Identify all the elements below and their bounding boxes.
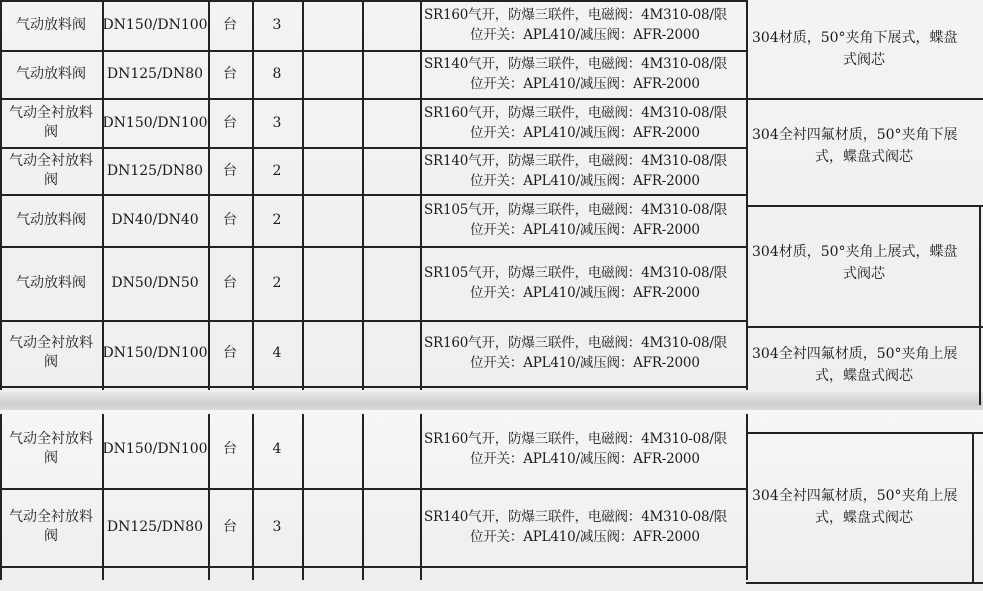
row-divider xyxy=(0,386,746,388)
quantity-value: 3 xyxy=(272,17,282,33)
note-line-1: 304全衬四氟材质，50°夹角上展 xyxy=(752,346,958,362)
col-divider xyxy=(302,414,304,580)
name-cell xyxy=(0,488,102,566)
config-cell xyxy=(424,320,744,386)
qty-cell xyxy=(252,410,302,488)
unit-cell xyxy=(208,0,252,50)
quantity-value: 4 xyxy=(272,441,282,457)
quantity-value: 8 xyxy=(272,66,282,82)
row-divider xyxy=(746,582,983,584)
valve-name: 气动放料阀 xyxy=(16,274,86,291)
name-cell xyxy=(0,98,102,147)
size-spec: DN40/DN40 xyxy=(111,212,199,228)
col-divider xyxy=(420,414,422,580)
size-spec: DN150/DN100 xyxy=(102,345,208,361)
size-cell xyxy=(102,194,208,246)
quantity-value: 4 xyxy=(272,345,282,361)
row-divider xyxy=(0,566,746,568)
valve-name-cont: 阀 xyxy=(44,450,58,466)
size-spec: DN125/DN80 xyxy=(106,162,204,179)
quantity-value: 2 xyxy=(272,162,282,179)
unit-cell xyxy=(208,98,252,147)
note-line-1: 304材质，50°夹角下展式，蝶盘 xyxy=(752,30,958,46)
unit-cell xyxy=(208,194,252,246)
note-line-1: 304全衬四氟材质，50°夹角下展 xyxy=(752,127,958,143)
note-line-2: 式，蝶盘式阀芯 xyxy=(815,368,913,384)
qty-cell xyxy=(252,50,302,98)
config-line-2: 位开关：APL410/减压阀：AFR-2000 xyxy=(470,451,700,467)
config-cell xyxy=(424,410,744,488)
col-divider xyxy=(979,205,981,405)
qty-cell xyxy=(252,0,302,50)
config-line-1: SR160气开，防爆三联件，电磁阀：4M310-08/限 xyxy=(424,335,728,351)
size-spec: DN125/DN80 xyxy=(106,519,204,535)
unit-cell xyxy=(208,410,252,488)
size-cell xyxy=(102,98,208,147)
qty-cell xyxy=(252,320,302,386)
valve-name: 气动全衬放料 xyxy=(9,104,93,121)
config-cell xyxy=(424,194,744,246)
unit-text: 台 xyxy=(223,345,237,361)
qty-cell xyxy=(252,488,302,566)
valve-name-cont: 阀 xyxy=(44,171,58,188)
config-line-2: 位开关：APL410/减压阀：AFR-2000 xyxy=(470,27,700,43)
config-line-2: 位开关：APL410/减压阀：AFR-2000 xyxy=(470,285,700,301)
size-cell xyxy=(102,320,208,386)
unit-text: 台 xyxy=(223,162,237,179)
config-line-1: SR105气开，防爆三联件，电磁阀：4M310-08/限 xyxy=(424,265,728,281)
note-line-1: 304全衬四氟材质，50°夹角上展 xyxy=(752,488,958,504)
name-cell xyxy=(0,410,102,488)
size-spec: DN150/DN100 xyxy=(102,441,208,457)
unit-text: 台 xyxy=(223,114,237,131)
name-cell xyxy=(0,246,102,320)
quantity-value: 3 xyxy=(272,114,282,131)
config-line-1: SR160气开，防爆三联件，电磁阀：4M310-08/限 xyxy=(424,104,728,121)
valve-name-cont: 阀 xyxy=(44,354,58,370)
row-divider xyxy=(746,98,983,100)
size-cell xyxy=(102,488,208,566)
quantity-value: 2 xyxy=(272,212,282,228)
config-cell xyxy=(424,246,744,320)
name-cell xyxy=(0,147,102,194)
unit-text: 台 xyxy=(223,17,237,33)
config-cell xyxy=(424,98,744,147)
valve-name: 气动全衬放料 xyxy=(9,509,93,525)
unit-cell xyxy=(208,488,252,566)
quantity-value: 2 xyxy=(272,275,282,291)
size-spec: DN150/DN100 xyxy=(102,17,208,33)
valve-name: 气动放料阀 xyxy=(16,16,86,33)
note-line-2: 式，蝶盘式阀芯 xyxy=(815,510,913,526)
unit-cell xyxy=(208,246,252,320)
row-divider xyxy=(746,205,983,207)
name-cell xyxy=(0,0,102,50)
unit-text: 台 xyxy=(223,441,237,457)
config-line-2: 位开关：APL410/减压阀：AFR-2000 xyxy=(470,172,700,189)
size-spec: DN125/DN80 xyxy=(106,66,204,82)
size-spec: DN50/DN50 xyxy=(111,275,199,291)
size-cell xyxy=(102,147,208,194)
unit-text: 台 xyxy=(223,519,237,535)
size-spec: DN150/DN100 xyxy=(102,114,208,131)
config-line-2: 位开关：APL410/减压阀：AFR-2000 xyxy=(470,529,700,545)
unit-text: 台 xyxy=(223,66,237,82)
config-line-1: SR160气开，防爆三联件，电磁阀：4M310-08/限 xyxy=(424,7,728,23)
unit-text: 台 xyxy=(223,275,237,291)
name-cell xyxy=(0,50,102,98)
name-cell xyxy=(0,194,102,246)
note-line-2: 式，蝶盘式阀芯 xyxy=(815,149,913,165)
valve-name: 气动全衬放料 xyxy=(9,152,93,169)
valve-name-cont: 阀 xyxy=(44,123,58,140)
size-cell xyxy=(102,50,208,98)
config-line-1: SR105气开，防爆三联件，电磁阀：4M310-08/限 xyxy=(424,202,728,218)
col-divider xyxy=(746,0,748,390)
note-line-1: 304材质，50°夹角上展式，蝶盘 xyxy=(752,243,958,260)
config-line-1: SR160气开，防爆三联件，电磁阀：4M310-08/限 xyxy=(424,431,728,447)
material-note xyxy=(752,485,976,529)
config-cell xyxy=(424,0,744,50)
material-note xyxy=(752,241,976,285)
size-cell xyxy=(102,246,208,320)
material-note xyxy=(752,27,976,71)
valve-name: 气动全衬放料 xyxy=(9,335,93,351)
unit-cell xyxy=(208,147,252,194)
qty-cell xyxy=(252,194,302,246)
qty-cell xyxy=(252,147,302,194)
config-line-1: SR140气开，防爆三联件，电磁阀：4M310-08/限 xyxy=(424,509,728,525)
config-line-2: 位开关：APL410/减压阀：AFR-2000 xyxy=(470,355,700,371)
qty-cell xyxy=(252,98,302,147)
quantity-value: 3 xyxy=(272,519,282,535)
row-divider xyxy=(746,432,983,434)
material-note xyxy=(752,124,976,168)
name-cell xyxy=(0,320,102,386)
unit-text: 台 xyxy=(223,212,237,228)
valve-name: 气动放料阀 xyxy=(16,65,86,82)
config-cell xyxy=(424,488,744,566)
valve-name: 气动放料阀 xyxy=(16,211,86,228)
size-cell xyxy=(102,0,208,50)
note-line-2: 式阀芯 xyxy=(843,52,885,68)
row-divider xyxy=(746,326,983,328)
config-line-2: 位开关：APL410/减压阀：AFR-2000 xyxy=(470,222,700,238)
config-cell xyxy=(424,50,744,98)
material-note xyxy=(752,343,976,387)
size-cell xyxy=(102,410,208,488)
col-divider xyxy=(362,414,364,580)
note-line-2: 式阀芯 xyxy=(843,265,885,282)
config-line-1: SR140气开，防爆三联件，电磁阀：4M310-08/限 xyxy=(424,56,728,72)
config-line-2: 位开关：APL410/减压阀：AFR-2000 xyxy=(470,76,700,92)
config-cell xyxy=(424,147,744,194)
unit-cell xyxy=(208,50,252,98)
col-divider xyxy=(746,414,748,580)
qty-cell xyxy=(252,246,302,320)
valve-name: 气动全衬放料 xyxy=(9,431,93,447)
valve-name-cont: 阀 xyxy=(44,528,58,544)
config-line-2: 位开关：APL410/减压阀：AFR-2000 xyxy=(470,124,700,141)
config-line-1: SR140气开，防爆三联件，电磁阀：4M310-08/限 xyxy=(424,152,728,169)
unit-cell xyxy=(208,320,252,386)
